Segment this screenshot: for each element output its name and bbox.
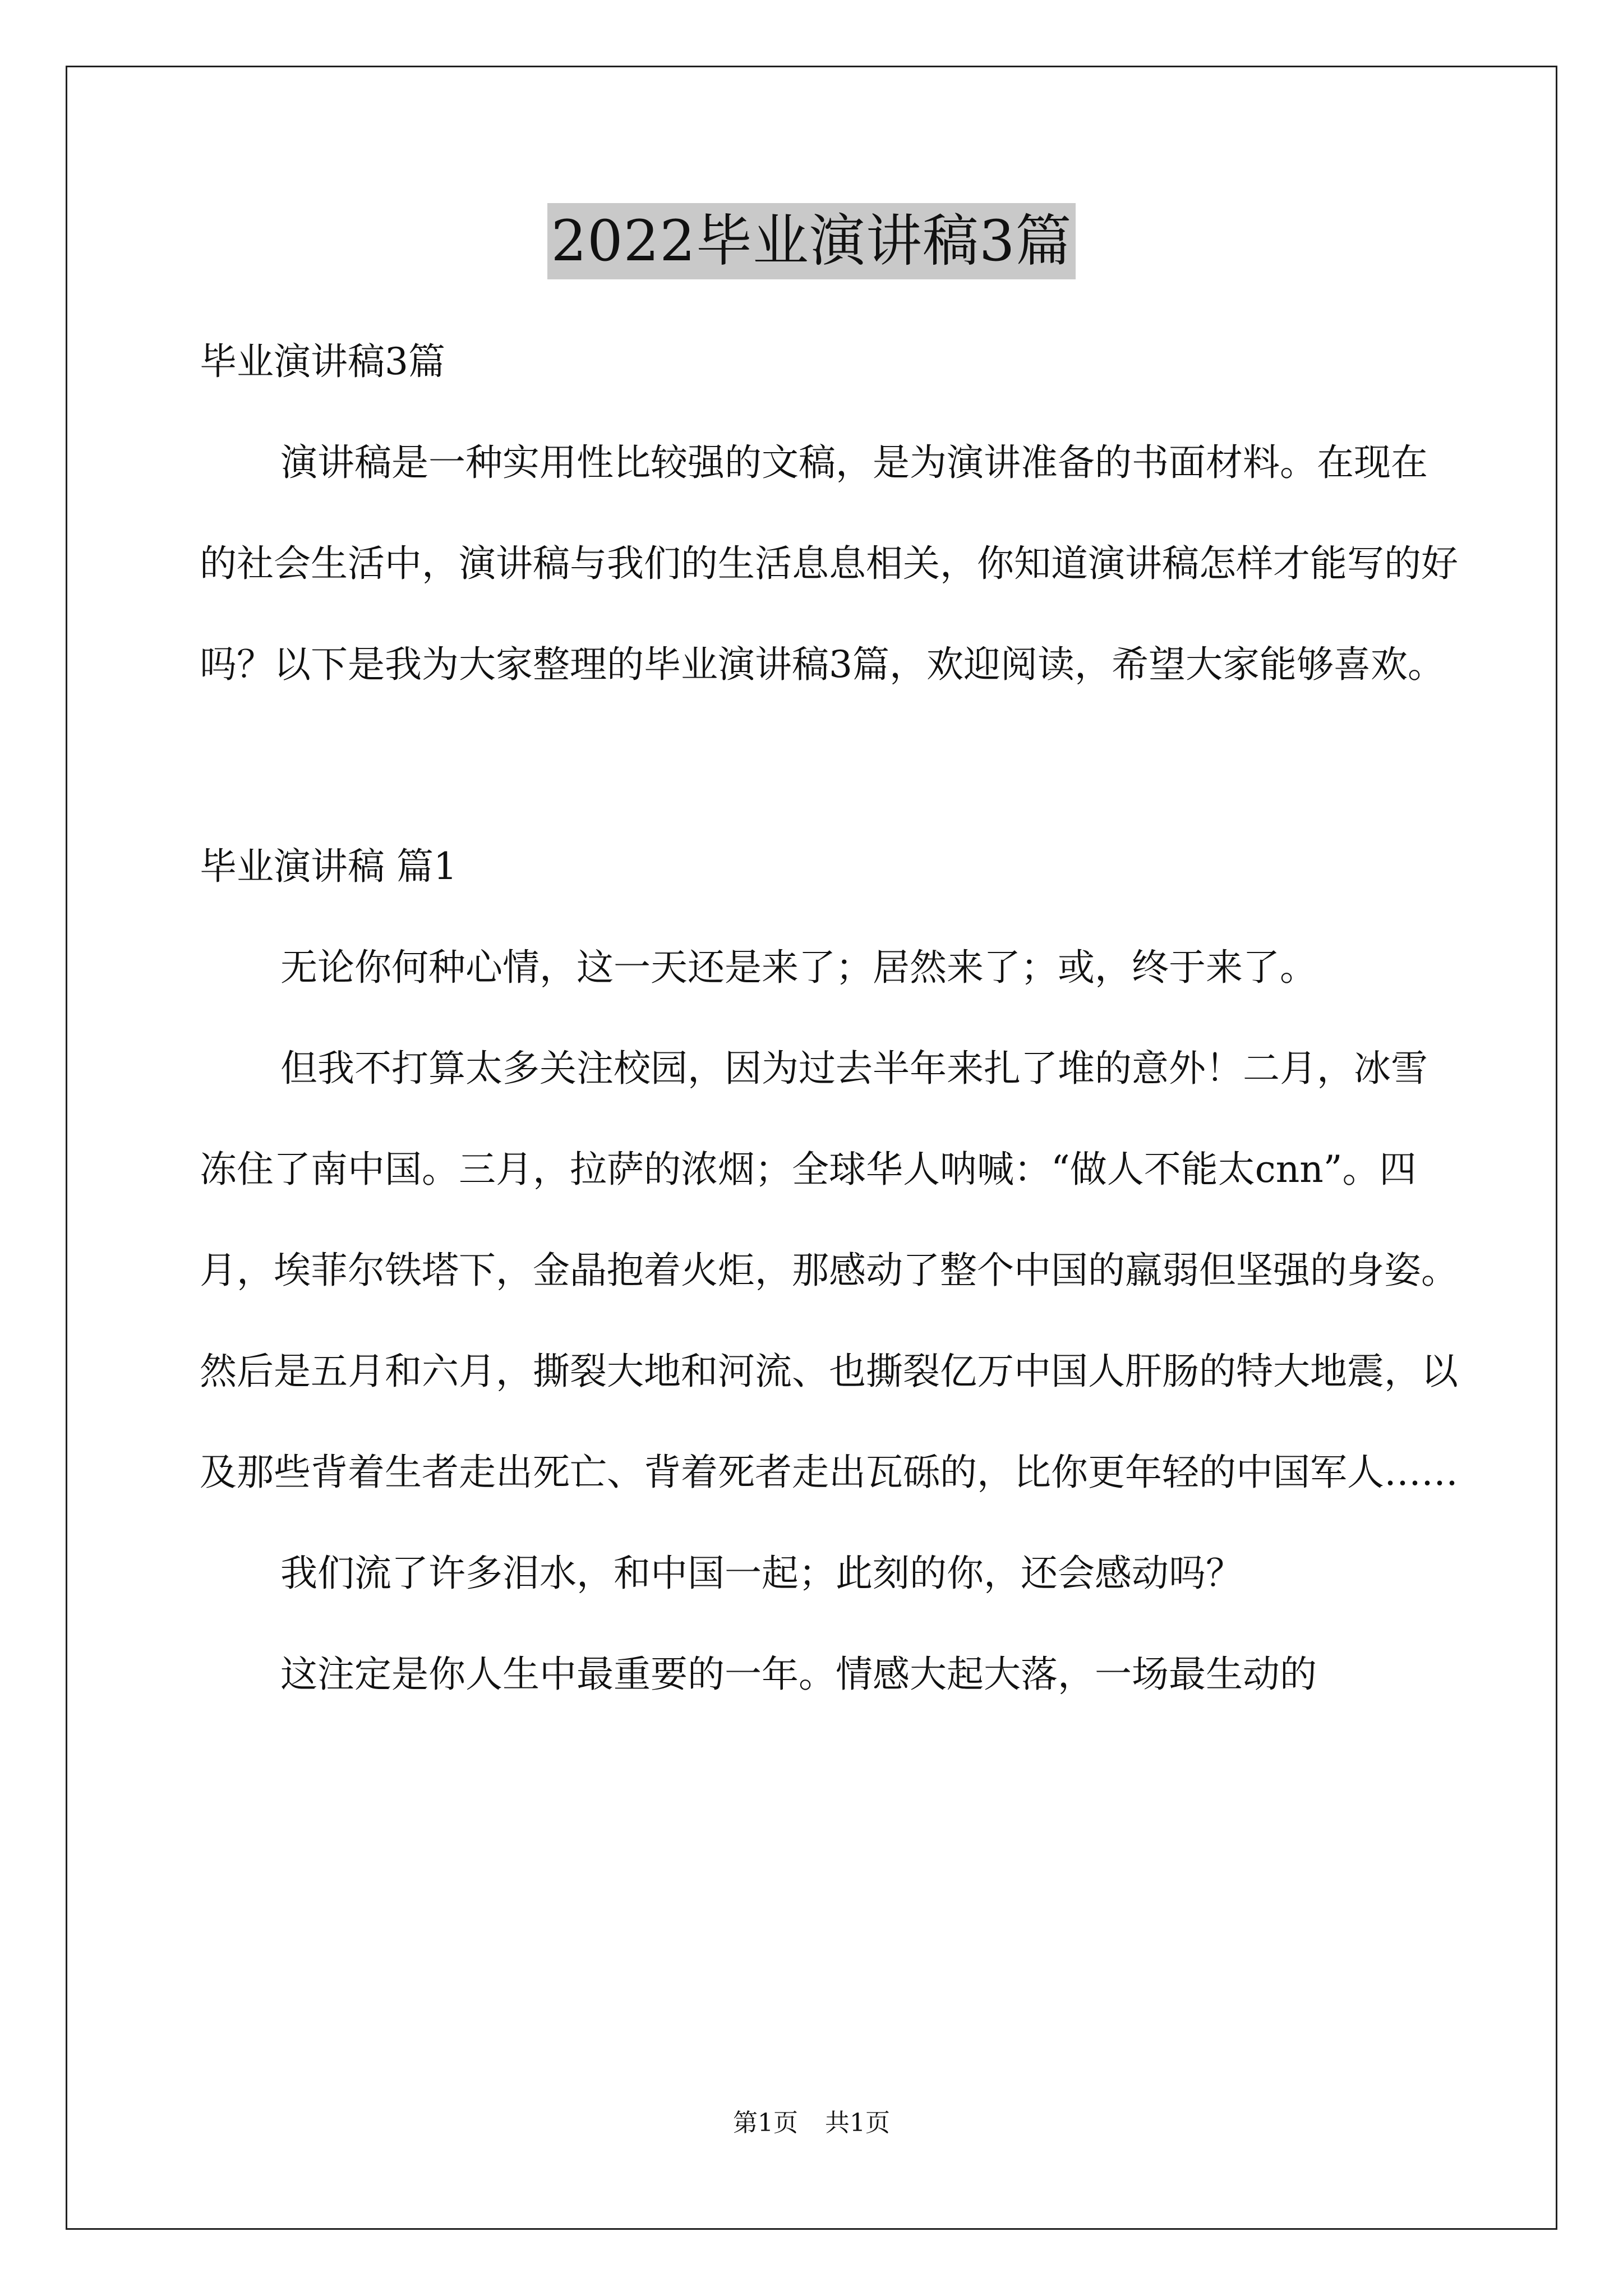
body-paragraph: 我们流了许多泪水，和中国一起；此刻的你，还会感动吗？ — [280, 1552, 1243, 1595]
title-container — [0, 203, 1623, 279]
page-total: 共1页 — [825, 2109, 890, 2137]
body-paragraph: 但我不打算太多关注校园，因为过去半年来扎了堆的意外！二月，冰雪冻住了南中国。三月，拉萨的浓烟；全球华人呐喊：“做人不能太cnn”。四月，埃菲尔铁塔下，金晶抱着火炬，那感动了整个中国的羸弱但坚强的身姿。然后是五月和六月，撕裂大地和河流、也撕裂亿万中国人肝肠的特大地震，以及那些背着生者走出死亡、背着死者走出瓦砾的，比你更年轻的中国军人…… — [200, 1047, 1458, 1494]
document-title: 2022毕业演讲稿3篇 — [547, 203, 1075, 279]
intro-paragraph: 演讲稿是一种实用性比较强的文稿，是为演讲准备的书面材料。在现在的社会生活中，演讲稿与我们的生活息息相关，你知道演讲稿怎样才能写的好吗？以下是我为大家整理的毕业演讲稿3篇，欢迎阅读，希望大家能够喜欢。 — [200, 441, 1458, 686]
document-body — [200, 311, 1459, 1725]
section-spacer — [200, 715, 1459, 816]
section-heading: 毕业演讲稿 篇1 — [200, 845, 457, 888]
body-paragraph: 无论你何种心情，这一天还是来了；居然来了；或，终于来了。 — [280, 946, 1317, 989]
page-number: 第1页 — [733, 2109, 798, 2137]
subtitle: 毕业演讲稿3篇 — [200, 340, 445, 383]
body-paragraph: 这注定是你人生中最重要的一年。情感大起大落，一场最生动的 — [280, 1653, 1317, 1696]
page-footer — [0, 2106, 1623, 2140]
